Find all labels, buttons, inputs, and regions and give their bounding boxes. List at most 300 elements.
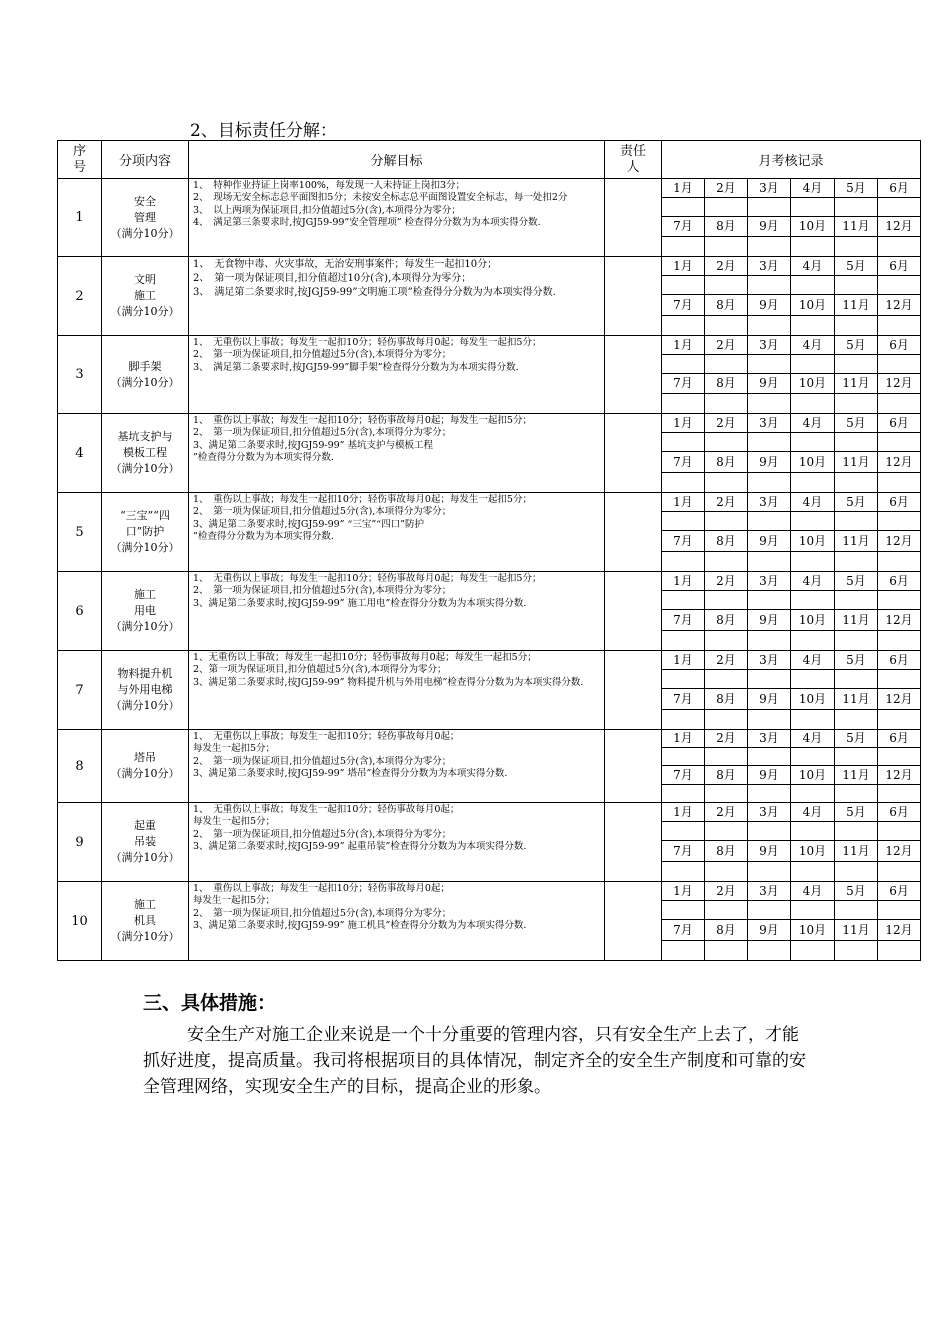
row-number: 5 <box>58 493 102 572</box>
month-record-cell[interactable] <box>705 552 748 572</box>
month-label: 10月 <box>791 295 835 316</box>
month-label: 6月 <box>878 803 921 822</box>
row-goals <box>189 257 605 336</box>
row-item <box>102 414 189 493</box>
month-label: 1月 <box>662 803 705 822</box>
goal-line: 2、 第一项为保证项目,扣分值超过5分(含),本项得分为零分； <box>193 585 452 597</box>
month-record-cell[interactable] <box>705 862 748 882</box>
row-responsible[interactable] <box>605 257 662 336</box>
month-record-cell[interactable] <box>748 785 791 803</box>
month-record-cell[interactable] <box>791 670 835 689</box>
month-record-cell[interactable] <box>835 355 878 374</box>
month-record-cell[interactable] <box>748 670 791 689</box>
month-record-cell[interactable] <box>791 822 835 841</box>
month-label: 1月 <box>662 414 705 433</box>
row-number: 2 <box>58 257 102 336</box>
month-record-cell[interactable] <box>878 785 921 803</box>
month-record-cell[interactable] <box>748 237 791 257</box>
month-record-cell[interactable] <box>878 276 921 295</box>
header-monthly: 月考核记录 <box>662 141 921 179</box>
goal-line: 3、 满足第二条要求时,按JGJ59-99”脚手架”检查得分分数为为本项实得分数. <box>193 361 519 373</box>
month-record-cell[interactable] <box>878 591 921 610</box>
month-record-cell[interactable] <box>748 710 791 730</box>
item-line: 塔吊 <box>134 751 156 764</box>
month-record-cell[interactable] <box>878 237 921 257</box>
month-record-cell[interactable] <box>878 394 921 414</box>
month-record-cell[interactable] <box>791 473 835 493</box>
month-label: 2月 <box>705 730 748 748</box>
row-responsible[interactable] <box>605 414 662 493</box>
month-record-cell[interactable] <box>791 512 835 531</box>
month-label: 5月 <box>835 336 878 355</box>
responsibility-table <box>57 140 921 961</box>
row-goals <box>189 179 605 257</box>
subheading: 2、目标责任分解： <box>190 121 337 141</box>
row-number: 7 <box>58 651 102 730</box>
month-record-cell[interactable] <box>748 822 791 841</box>
row-goals <box>189 493 605 572</box>
month-record-cell[interactable] <box>835 591 878 610</box>
month-label: 11月 <box>835 920 878 941</box>
month-label: 6月 <box>878 414 921 433</box>
month-record-cell[interactable] <box>878 198 921 217</box>
table-row <box>58 414 921 433</box>
month-record-cell[interactable] <box>705 512 748 531</box>
month-record-cell[interactable] <box>791 941 835 961</box>
month-record-cell[interactable] <box>835 670 878 689</box>
month-record-cell[interactable] <box>791 433 835 452</box>
month-label: 3月 <box>748 336 791 355</box>
row-number: 1 <box>58 179 102 257</box>
month-label: 6月 <box>878 493 921 512</box>
month-record-cell[interactable] <box>748 433 791 452</box>
month-record-cell[interactable] <box>705 355 748 374</box>
month-label: 2月 <box>705 803 748 822</box>
item-line: 吊装 <box>134 835 156 848</box>
month-label: 3月 <box>748 651 791 670</box>
month-label: 1月 <box>662 572 705 591</box>
month-record-cell[interactable] <box>791 631 835 651</box>
item-line: （满分10分） <box>110 375 180 389</box>
month-record-cell[interactable] <box>835 316 878 336</box>
goal-line: 1、无重伤以上事故；每发生一起扣10分；轻伤事故每月0起；每发生一起扣5分； <box>193 652 537 663</box>
month-label: 11月 <box>835 217 878 237</box>
month-record-cell[interactable] <box>662 591 705 610</box>
month-label: 8月 <box>705 610 748 631</box>
month-record-cell[interactable] <box>878 710 921 730</box>
month-record-cell[interactable] <box>748 276 791 295</box>
item-line: 机具 <box>134 914 156 927</box>
month-label: 12月 <box>878 766 921 785</box>
row-item <box>102 336 189 414</box>
table-body <box>58 179 921 961</box>
month-label: 3月 <box>748 572 791 591</box>
month-record-cell[interactable] <box>791 748 835 766</box>
row-responsible[interactable] <box>605 572 662 651</box>
month-label: 10月 <box>791 841 835 862</box>
month-label: 7月 <box>662 920 705 941</box>
row-goals <box>189 336 605 414</box>
item-line: （满分10分） <box>110 767 180 780</box>
month-record-cell[interactable] <box>705 473 748 493</box>
month-record-cell[interactable] <box>705 316 748 336</box>
row-item <box>102 572 189 651</box>
month-record-cell[interactable] <box>878 316 921 336</box>
goal-line: 2、 第一项为保证项目,扣分值超过10分(含),本项得分为零分； <box>193 273 472 284</box>
month-record-cell[interactable] <box>748 355 791 374</box>
item-line: 与外用电梯 <box>117 683 173 696</box>
row-responsible[interactable] <box>605 179 662 257</box>
month-label: 11月 <box>835 374 878 394</box>
row-goals <box>189 882 605 961</box>
month-record-cell[interactable] <box>748 198 791 217</box>
month-record-cell[interactable] <box>705 433 748 452</box>
goal-line: 3、满足第二条要求时,按JGJ59-99” 施工用电”检查得分分数为为本项实得分数. <box>193 597 527 609</box>
month-record-cell[interactable] <box>705 631 748 651</box>
table-row <box>58 257 921 276</box>
month-label: 10月 <box>791 452 835 473</box>
month-record-cell[interactable] <box>662 316 705 336</box>
month-record-cell[interactable] <box>662 631 705 651</box>
month-record-cell[interactable] <box>705 670 748 689</box>
month-record-cell[interactable] <box>791 785 835 803</box>
table-row <box>58 882 921 901</box>
month-label: 2月 <box>705 336 748 355</box>
month-record-cell[interactable] <box>878 433 921 452</box>
month-record-cell[interactable] <box>835 822 878 841</box>
row-number: 4 <box>58 414 102 493</box>
month-record-cell[interactable] <box>835 748 878 766</box>
month-record-cell[interactable] <box>662 198 705 217</box>
month-label: 4月 <box>791 730 835 748</box>
row-item <box>102 179 189 257</box>
month-record-cell[interactable] <box>705 785 748 803</box>
month-record-cell[interactable] <box>835 785 878 803</box>
month-record-cell[interactable] <box>705 710 748 730</box>
month-record-cell[interactable] <box>662 862 705 882</box>
month-label: 6月 <box>878 572 921 591</box>
row-goals <box>189 651 605 730</box>
month-record-cell[interactable] <box>748 901 791 920</box>
month-label: 3月 <box>748 257 791 276</box>
month-record-cell[interactable] <box>791 862 835 882</box>
table-row <box>58 651 921 670</box>
month-label: 8月 <box>705 295 748 316</box>
month-label: 9月 <box>748 766 791 785</box>
month-record-cell[interactable] <box>662 748 705 766</box>
month-record-cell[interactable] <box>662 670 705 689</box>
month-label: 8月 <box>705 766 748 785</box>
month-label: 9月 <box>748 610 791 631</box>
month-record-cell[interactable] <box>835 631 878 651</box>
month-record-cell[interactable] <box>705 748 748 766</box>
month-label: 3月 <box>748 179 791 198</box>
row-goals <box>189 803 605 882</box>
month-label: 9月 <box>748 452 791 473</box>
month-label: 2月 <box>705 179 748 198</box>
month-record-cell[interactable] <box>748 394 791 414</box>
month-label: 4月 <box>791 572 835 591</box>
month-record-cell[interactable] <box>835 862 878 882</box>
goal-line: 每发生一起扣5分； <box>193 743 276 755</box>
month-label: 10月 <box>791 531 835 552</box>
goal-line: 3、满足第二条要求时,按JGJ59-99” 塔吊”检查得分分数为为本项实得分数. <box>193 768 508 780</box>
month-record-cell[interactable] <box>791 355 835 374</box>
month-record-cell[interactable] <box>705 198 748 217</box>
month-label: 5月 <box>835 803 878 822</box>
month-label: 3月 <box>748 730 791 748</box>
month-label: 5月 <box>835 493 878 512</box>
month-record-cell[interactable] <box>748 748 791 766</box>
month-record-cell[interactable] <box>835 473 878 493</box>
item-line: 施工 <box>134 898 156 911</box>
month-label: 1月 <box>662 882 705 901</box>
month-label: 2月 <box>705 651 748 670</box>
item-line: （满分10分） <box>110 226 180 240</box>
row-item <box>102 257 189 336</box>
month-record-cell[interactable] <box>705 901 748 920</box>
month-record-cell[interactable] <box>835 276 878 295</box>
month-record-cell[interactable] <box>662 355 705 374</box>
item-line: 用电 <box>134 604 156 617</box>
month-record-cell[interactable] <box>878 355 921 374</box>
month-record-cell[interactable] <box>835 710 878 730</box>
month-label: 9月 <box>748 374 791 394</box>
goal-line: 2、第一项为保证项目,扣分值超过5分(含),本项得分为零分； <box>193 664 447 676</box>
item-line: 模板工程 <box>123 446 167 459</box>
month-record-cell[interactable] <box>878 862 921 882</box>
month-label: 1月 <box>662 493 705 512</box>
month-record-cell[interactable] <box>835 941 878 961</box>
month-record-cell[interactable] <box>662 552 705 572</box>
month-record-cell[interactable] <box>791 591 835 610</box>
month-label: 5月 <box>835 414 878 433</box>
month-label: 4月 <box>791 336 835 355</box>
month-label: 5月 <box>835 572 878 591</box>
month-record-cell[interactable] <box>748 552 791 572</box>
month-label: 2月 <box>705 882 748 901</box>
header-resp-text: 责任人 <box>619 143 646 175</box>
row-number: 6 <box>58 572 102 651</box>
month-label: 7月 <box>662 452 705 473</box>
row-responsible[interactable] <box>605 803 662 882</box>
goal-line: 1、 重伤以上事故；每发生一起扣10分；轻伤事故每月0起；每发生一起扣5分； <box>193 494 532 505</box>
row-goals <box>189 730 605 803</box>
month-record-cell[interactable] <box>748 591 791 610</box>
row-responsible[interactable] <box>605 882 662 961</box>
row-item <box>102 493 189 572</box>
month-record-cell[interactable] <box>835 512 878 531</box>
month-label: 11月 <box>835 841 878 862</box>
month-label: 7月 <box>662 217 705 237</box>
month-record-cell[interactable] <box>705 394 748 414</box>
month-label: 7月 <box>662 531 705 552</box>
month-record-cell[interactable] <box>662 394 705 414</box>
row-responsible[interactable] <box>605 493 662 572</box>
item-line: （满分10分） <box>110 541 180 554</box>
table-row <box>58 336 921 355</box>
goal-line: 1、 无重伤以上事故；每发生一起扣10分；轻伤事故每月0起；每发生一起扣5分； <box>193 337 542 348</box>
measures-paragraph <box>143 1022 813 1100</box>
month-label: 4月 <box>791 493 835 512</box>
month-label: 7月 <box>662 610 705 631</box>
month-record-cell[interactable] <box>662 512 705 531</box>
month-label: 3月 <box>748 882 791 901</box>
item-line: 物料提升机 <box>117 667 173 680</box>
month-label: 1月 <box>662 730 705 748</box>
month-label: 7月 <box>662 374 705 394</box>
month-record-cell[interactable] <box>705 276 748 295</box>
goal-line: 2、 第一项为保证项目,扣分值超过5分(含),本项得分为零分； <box>193 755 452 767</box>
month-record-cell[interactable] <box>878 822 921 841</box>
row-number: 9 <box>58 803 102 882</box>
month-label: 12月 <box>878 295 921 316</box>
month-record-cell[interactable] <box>878 670 921 689</box>
row-item <box>102 730 189 803</box>
month-record-cell[interactable] <box>791 394 835 414</box>
month-record-cell[interactable] <box>748 941 791 961</box>
item-line: （满分10分） <box>110 462 180 475</box>
month-record-cell[interactable] <box>748 512 791 531</box>
item-line: 文明 <box>134 273 156 286</box>
month-label: 12月 <box>878 452 921 473</box>
month-label: 10月 <box>791 920 835 941</box>
month-record-cell[interactable] <box>835 552 878 572</box>
month-label: 1月 <box>662 651 705 670</box>
goal-line: 2、 现场无安全标志总平面图扣5分；未按安全标志总平面图设置安全标志，每一处扣2分 <box>193 192 568 204</box>
item-line: （满分10分） <box>110 305 180 318</box>
month-label: 2月 <box>705 572 748 591</box>
month-record-cell[interactable] <box>662 276 705 295</box>
goal-line: 2、 第一项为保证项目,扣分值超过5分(含),本项得分为零分； <box>193 828 452 840</box>
month-label: 4月 <box>791 414 835 433</box>
month-label: 7月 <box>662 841 705 862</box>
month-record-cell[interactable] <box>748 473 791 493</box>
month-label: 5月 <box>835 730 878 748</box>
month-label: 11月 <box>835 689 878 710</box>
item-line: （满分10分） <box>110 851 180 864</box>
item-line: 管理 <box>134 210 156 224</box>
month-label: 2月 <box>705 414 748 433</box>
month-record-cell[interactable] <box>791 552 835 572</box>
month-label: 12月 <box>878 610 921 631</box>
month-label: 4月 <box>791 882 835 901</box>
month-record-cell[interactable] <box>662 433 705 452</box>
goal-line: 3、满足第二条要求时,按JGJ59-99” “三宝”“四口”防护 <box>193 518 424 530</box>
month-record-cell[interactable] <box>662 785 705 803</box>
month-label: 9月 <box>748 217 791 237</box>
row-item <box>102 882 189 961</box>
month-record-cell[interactable] <box>662 473 705 493</box>
month-label: 10月 <box>791 217 835 237</box>
row-responsible[interactable] <box>605 336 662 414</box>
goal-line: ”检查得分分数为为本项实得分数. <box>193 531 334 543</box>
month-record-cell[interactable] <box>662 822 705 841</box>
month-record-cell[interactable] <box>662 941 705 961</box>
month-record-cell[interactable] <box>878 473 921 493</box>
row-responsible[interactable] <box>605 651 662 730</box>
header-goal: 分解目标 <box>189 141 605 179</box>
month-label: 8月 <box>705 374 748 394</box>
month-record-cell[interactable] <box>705 941 748 961</box>
month-label: 4月 <box>791 803 835 822</box>
month-label: 5月 <box>835 882 878 901</box>
month-label: 7月 <box>662 766 705 785</box>
goal-line: 3、满足第二条要求时,按JGJ59-99” 施工机具”检查得分分数为为本项实得分数. <box>193 920 527 932</box>
row-responsible[interactable] <box>605 730 662 803</box>
month-record-cell[interactable] <box>705 237 748 257</box>
month-record-cell[interactable] <box>835 237 878 257</box>
month-label: 7月 <box>662 295 705 316</box>
goal-line: 3、满足第二条要求时,按JGJ59-99” 起重吊装”检查得分分数为为本项实得分数. <box>193 841 527 853</box>
month-label: 1月 <box>662 257 705 276</box>
month-record-cell[interactable] <box>662 710 705 730</box>
month-label: 6月 <box>878 179 921 198</box>
month-record-cell[interactable] <box>791 901 835 920</box>
month-label: 6月 <box>878 257 921 276</box>
month-label: 8月 <box>705 531 748 552</box>
month-record-cell[interactable] <box>878 552 921 572</box>
month-record-cell[interactable] <box>662 237 705 257</box>
header-seq <box>58 141 102 179</box>
month-record-cell[interactable] <box>878 748 921 766</box>
month-record-cell[interactable] <box>878 901 921 920</box>
month-label: 11月 <box>835 766 878 785</box>
month-label: 8月 <box>705 452 748 473</box>
month-label: 6月 <box>878 730 921 748</box>
header-resp <box>605 141 662 179</box>
month-label: 2月 <box>705 493 748 512</box>
item-line: 起重 <box>134 819 156 832</box>
month-record-cell[interactable] <box>791 237 835 257</box>
month-record-cell[interactable] <box>662 901 705 920</box>
month-record-cell[interactable] <box>835 198 878 217</box>
month-record-cell[interactable] <box>748 316 791 336</box>
month-label: 10月 <box>791 374 835 394</box>
month-record-cell[interactable] <box>791 316 835 336</box>
table-row <box>58 493 921 512</box>
month-record-cell[interactable] <box>835 433 878 452</box>
goal-line: 3、满足第二条要求时,按JGJ59-99” 物料提升机与外用电梯”检查得分分数为为本项实得分数. <box>193 676 584 688</box>
month-record-cell[interactable] <box>748 631 791 651</box>
month-record-cell[interactable] <box>748 862 791 882</box>
month-record-cell[interactable] <box>705 822 748 841</box>
table-row <box>58 179 921 198</box>
month-label: 11月 <box>835 531 878 552</box>
month-record-cell[interactable] <box>878 631 921 651</box>
month-record-cell[interactable] <box>878 512 921 531</box>
month-label: 5月 <box>835 651 878 670</box>
month-record-cell[interactable] <box>878 941 921 961</box>
month-label: 10月 <box>791 689 835 710</box>
month-record-cell[interactable] <box>791 276 835 295</box>
month-record-cell[interactable] <box>835 901 878 920</box>
table-row <box>58 572 921 591</box>
month-record-cell[interactable] <box>791 710 835 730</box>
goal-line: 2、 第一项为保证项目,扣分值超过5分(含),本项得分为零分； <box>193 349 452 361</box>
row-item <box>102 803 189 882</box>
month-label: 3月 <box>748 414 791 433</box>
section-title: 三、具体措施： <box>143 992 277 1014</box>
month-label: 9月 <box>748 295 791 316</box>
month-label: 4月 <box>791 179 835 198</box>
item-line: （满分10分） <box>110 930 180 943</box>
month-label: 1月 <box>662 336 705 355</box>
month-record-cell[interactable] <box>705 591 748 610</box>
month-record-cell[interactable] <box>791 198 835 217</box>
month-label: 6月 <box>878 336 921 355</box>
month-record-cell[interactable] <box>835 394 878 414</box>
